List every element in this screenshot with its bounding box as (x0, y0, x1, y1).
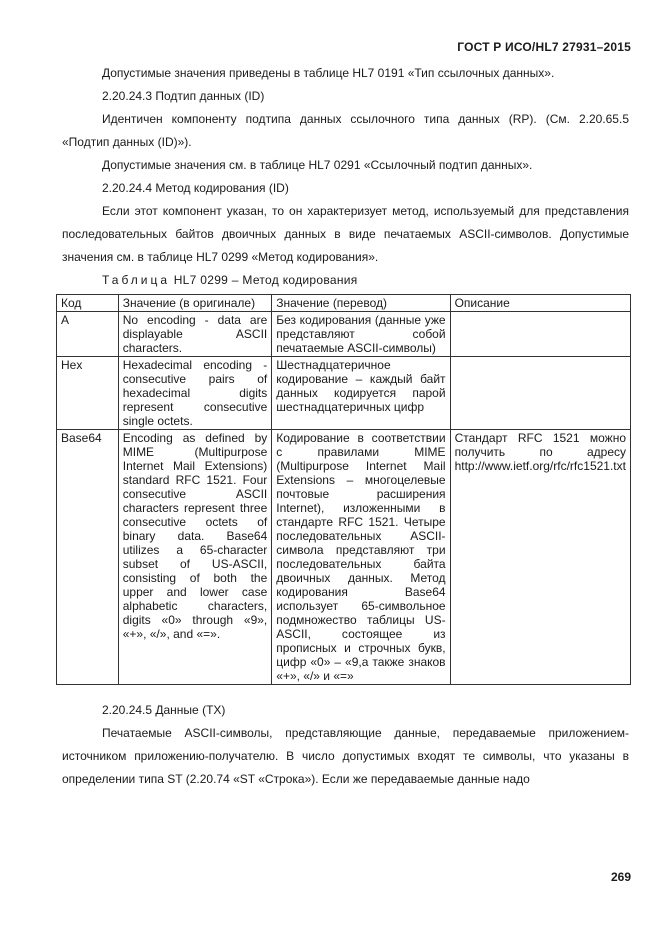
cell-translated-value: Без кодирования (данные уже представляют собой печатаемые ASCII-символы) (272, 312, 450, 357)
table-row (57, 357, 631, 430)
cell-original-value: No encoding - data are displayable ASCII characters. (118, 312, 272, 357)
table-caption-title: HL7 0299 – Метод кодирования (173, 273, 358, 287)
table-row (57, 430, 631, 685)
table-caption (62, 269, 629, 292)
table-row (57, 312, 631, 357)
cell-description (450, 357, 630, 430)
cell-original-value: Hexadecimal encoding - consecutive pairs of hexadecimal digits represent consecutive single octets. (118, 357, 272, 430)
encoding-method-table (56, 294, 631, 685)
section-heading-2-20-24-3: 2.20.24.3 Подтип данных (ID) (102, 89, 265, 103)
header-code: Код (57, 295, 119, 312)
cell-code: Hex (57, 357, 119, 430)
header-description: Описание (450, 295, 630, 312)
paragraph-allowed-values-0291: Допустимые значения см. в таблице HL7 0291 «Ссылочный подтип данных». (102, 158, 533, 172)
header-original-value: Значение (в оригинале) (118, 295, 272, 312)
cell-code: Base64 (57, 430, 119, 685)
section-heading-2-20-24-5: 2.20.24.5 Данные (TX) (102, 703, 226, 717)
cell-original-value: Encoding as defined by MIME (Multipurpose Internet Mail Extensions) standard RFC 1521. Four consecutive ASCII characters represent three consecutive octets of binary data. Base64 utilizes a 65-character subset of US-ASCII, consisting of both the upper and lower case alphabetic characters, digits «0» through «9», «+», «/», and «=». (118, 430, 272, 685)
cell-code: A (57, 312, 119, 357)
paragraph-subtype-identical: Идентичен компоненту подтипа данных ссылочного типа данных (RP). (См. 2.20.65.5 «Подтип данных (ID)»). (62, 112, 629, 149)
cell-description (450, 312, 630, 357)
header-translated-value: Значение (перевод) (272, 295, 450, 312)
document-header: ГОСТ Р ИСО/HL7 27931–2015 (457, 40, 631, 54)
page-content (62, 62, 629, 791)
cell-translated-value: Кодирование в соответствии с правилами MIME (Multipurpose Internet Mail Extensions – многоцелевые почтовые расширения Internet), изложенными в стандарте RFC 1521. Четыре последовательных ASCII-символа представляют три последовательных байта двоичных данных. Метод кодирования Base64 использует 65-символьное подмножество таблицы US-ASCII, состоящее из прописных и строчных букв, цифр «0» – «9,а также знаков «+», «/» и «=» (272, 430, 450, 685)
cell-translated-value: Шестнадцатеричное кодирование – каждый байт данных кодируется парой шестнадцатеричных цифр (272, 357, 450, 430)
section-heading-2-20-24-4: 2.20.24.4 Метод кодирования (ID) (102, 181, 289, 195)
paragraph-encoding-method: Если этот компонент указан, то он характеризует метод, используемый для представления последовательных байтов двоичных данных в виде печатаемых ASCII-символов. Допустимые значения см. в таблице HL7 0299 «Метод кодирования». (62, 204, 629, 264)
paragraph-allowed-values-0191: Допустимые значения приведены в таблице HL7 0191 «Тип ссылочных данных». (102, 66, 555, 80)
table-caption-word: Таблица (102, 273, 171, 287)
page-number: 269 (610, 870, 631, 884)
table-header-row (57, 295, 631, 312)
cell-description: Стандарт RFC 1521 можно получить по адресу http://www.ietf.org/rfc/rfc1521.txt (450, 430, 630, 685)
paragraph-printable-data: Печатаемые ASCII-символы, представляющие данные, передаваемые приложением-источником приложению-получателю. В число допустимых входят те символы, что указаны в определении типа ST (2.20.74 «ST «Строка»). Если же передаваемые данные надо (62, 726, 629, 786)
